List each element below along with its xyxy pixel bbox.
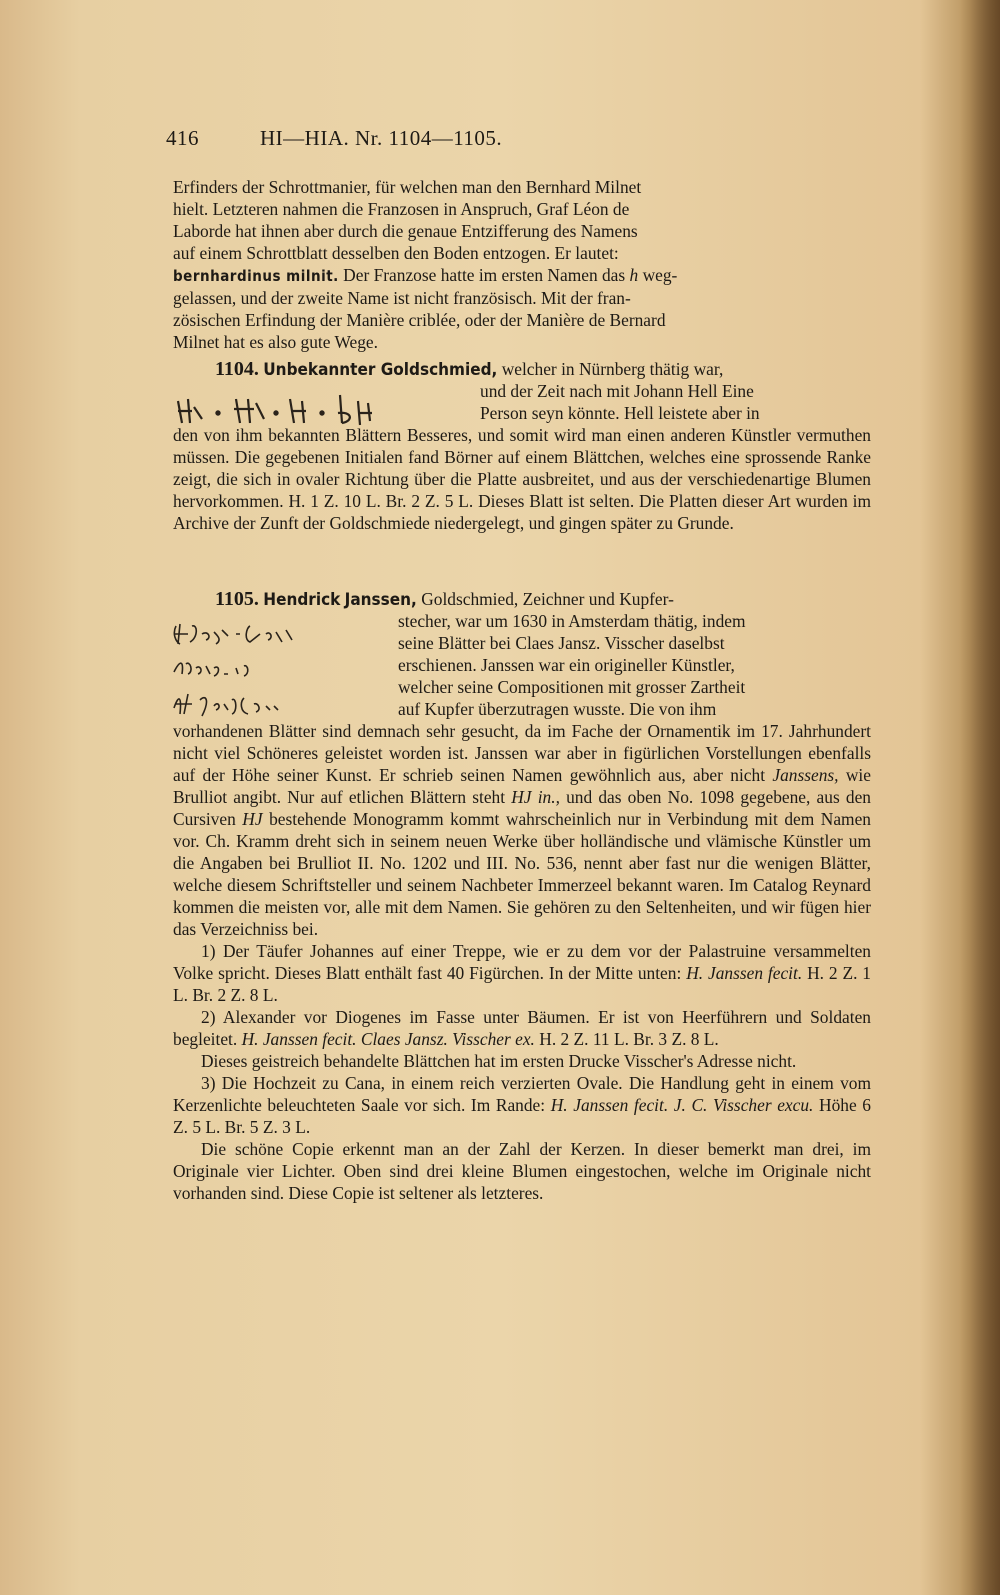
catalog-item-2: 2) Alexander vor Diogenes im Fasse unter Bäumen. Er ist von Heerführern und Soldaten begleitet. H. Janssen fecit. Claes Jansz. Visscher ex. H. 2 Z. 11 L. Br. 3 Z. 8 L.	[173, 1007, 871, 1049]
entry-1104-beside-monogram: und der Zeit nach mit Johann Hell Eine Person seyn könnte. Hell leistete aber in	[480, 381, 760, 423]
entry-heading: Hendrick	[263, 590, 341, 610]
entry-1104-body: den von ihm bekannten Blättern Besseres, und somit wird man einen anderen Künstler vermuthen müssen. Die gegebenen Initialen fand Börner auf einem Blättchen, welches eine sprossende Ranke zeigt, die sich in ovaler Richtung über die Platte ausbreitet, und aus der verschiedenartige Blumen hervorkommen. H. 1 Z. 10 L. Br. 2 Z. 5 L. Dieses Blatt ist selten. Die Platten dieser Art wurden im Archive der Zunft der Goldschmiede niedergelegt, und gingen später zu Grunde.	[173, 425, 871, 533]
entry-1104-heading: 1104. Unbekannter Goldschmied, welcher in Nürnberg thätig war,	[215, 358, 724, 380]
intro-line: hielt. Letzteren nahmen die Franzosen in Anspruch, Graf Léon de	[173, 199, 630, 219]
entry-1105-body: vorhandenen Blätter sind demnach sehr gesucht, da im Fache der Ornamentik im 17. Jahrhundert nicht viel Schöneres geleistet worden ist. Janssen war aber in figürlichen Vorstellungen ebenfalls auf der Höhe seiner Kunst. Er schrieb seinen Namen gewöhnlich aus, aber nicht Janssens, wie Brulliot angibt. Nur auf etlichen Blättern steht HJ in., und das oben No. 1098 gegebene, aus den Cursiven HJ bestehende Monogramm kommt wahrscheinlich nur in Verbindung mit dem Namen vor. Ch. Kramm dreht sich in seinem neuen Werke über holländische und vlämische Künstler um die Angaben bei Brulliot II. No. 1202 und III. No. 536, nennt aber fast nur die wenigen Blätter, welche diesem Schriftsteller und seinem Nachbeter Immerzeel bekannt waren. Im Catalog Reynard kommen die meisten vor, alle mit dem Namen. Sie gehören zu den Seltenheiten, und wir fügen hier das Verzeichniss bei. 1) Der Täufer Johannes auf einer Treppe, wie er zu dem vor der Palastruine versammelten Volke spricht. Dieses Blatt enthält fast 40 Figürchen. In der Mitte unten: H. Janssen fecit. H. 2 Z. 1 L. Br. 2 Z. 8 L. 2) Alexander vor Diogenes im Fasse unter Bäumen. Er ist von Heerführern und Soldaten begleitet. H. Janssen fecit. Claes Jansz. Visscher ex. H. 2 Z. 11 L. Br. 3 Z. 8 L. Dieses geistreich behandelte Blättchen hat im ersten Drucke Visscher's Adresse nicht. 3) Die Hochzeit zu Cana, in einem reich verzierten Ovale. Die Handlung geht in einem vom Kerzenlichte beleuchteten Saale vor sich. Im Rande: H. Janssen fecit. J. C. Visscher excu. Höhe 6 Z. 5 L. Br. 5 Z. 3 L. Die schöne Copie erkennt man an der Zahl der Kerzen. In dieser bemerkt man drei, im Originale vier Lichter. Oben sind drei kleine Blumen eingestochen, welche im Originale nicht vorhanden sind. Diese Copie ist seltener als letzteres.	[173, 721, 871, 1203]
intro-line: bernhardinus milnit. Der Franzose hatte im ersten Namen das h weg-	[173, 265, 678, 285]
page-number: 416	[166, 126, 199, 150]
intro-line: Milnet hat es also gute Wege.	[173, 332, 378, 352]
entry-number: 1104.	[215, 358, 259, 380]
intro-line: zösischen Erfindung der Manière criblée, oder der Manière de Bernard	[173, 310, 666, 330]
running-title: HI—HIA. Nr. 1104—1105.	[260, 126, 503, 150]
catalog-item-3-note: Die schöne Copie erkennt man an der Zahl der Kerzen. In dieser bemerkt man drei, im Originale vier Lichter. Oben sind drei kleine Blumen eingestochen, welche im Originale nicht vorhanden sind. Diese Copie ist seltener als letzteres.	[173, 1139, 871, 1203]
catalog-item-1: 1) Der Täufer Johannes auf einer Treppe, wie er zu dem vor der Palastruine versammelten Volke spricht. Dieses Blatt enthält fast 40 Figürchen. In der Mitte unten: H. Janssen fecit. H. 2 Z. 1 L. Br. 2 Z. 8 L.	[173, 941, 871, 1005]
intro-line: Laborde hat ihnen aber durch die genaue Entzifferung des Namens	[173, 221, 638, 241]
intro-line: auf einem Schrottblatt desselben den Boden entzogen. Er lautet:	[173, 243, 619, 263]
catalog-item-3: 3) Die Hochzeit zu Cana, in einem reich verzierten Ovale. Die Handlung geht in einem vom Kerzenlichte beleuchteten Saale vor sich. Im Rande: H. Janssen fecit. J. C. Visscher excu. Höhe 6 Z. 5 L. Br. 5 Z. 3 L.	[173, 1073, 871, 1137]
monogram-1104-icon	[172, 389, 412, 429]
gothic-inscription: bernhardinus milnit.	[173, 267, 339, 285]
entry-1105-beside-signatures: stecher, war um 1630 in Amsterdam thätig, indem seine Blätter bei Claes Jansz. Visscher daselbst erschienen. Janssen war ein origineller Künstler, welcher seine Compositionen mit grosser Zartheit auf Kupfer überzutragen wusste. Die von ihm	[398, 611, 746, 719]
intro-line: Erfinders der Schrottmanier, für welchen man den Bernhard Milnet	[173, 177, 642, 197]
signature-monograms-icon	[170, 620, 370, 730]
catalog-item-2-note: Dieses geistreich behandelte Blättchen hat im ersten Drucke Visscher's Adresse nicht.	[201, 1051, 797, 1071]
entry-number: 1105.	[215, 588, 259, 610]
intro-line: gelassen, und der zweite Name ist nicht französisch. Mit der fran-	[173, 288, 631, 308]
edge-shadow	[960, 0, 1000, 1595]
intro-paragraph	[173, 176, 871, 353]
entry-heading: Unbekannter Goldschmied,	[263, 360, 498, 380]
entry-1105-heading: 1105. Hendrick Janssen, Goldschmied, Zeichner und Kupfer-	[215, 588, 674, 610]
